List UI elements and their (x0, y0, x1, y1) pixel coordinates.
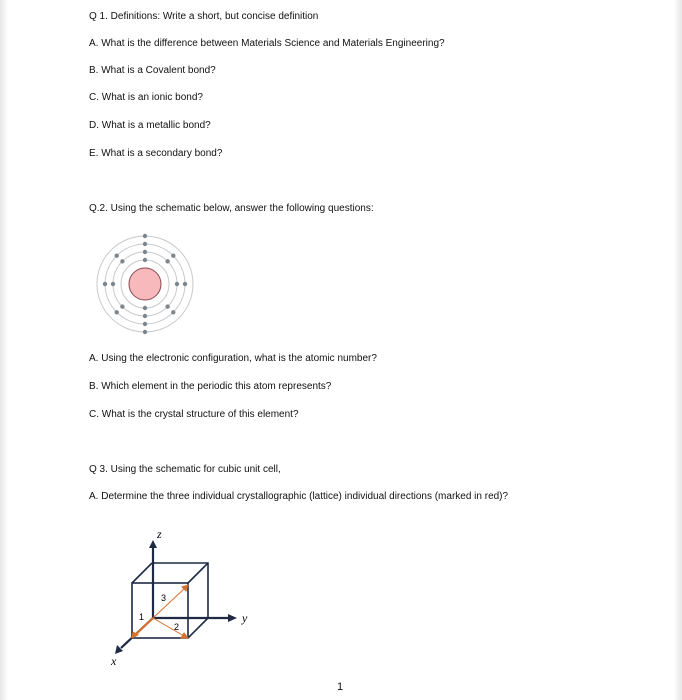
electron (165, 259, 169, 263)
electron (143, 258, 147, 262)
electron (165, 304, 169, 308)
q1-item-b: B. What is a Covalent bond? (89, 65, 216, 76)
q1-item-c: C. What is an ionic bond? (89, 92, 203, 103)
direction-label-2: 2 (174, 622, 180, 632)
electron (120, 259, 124, 263)
electron (143, 242, 147, 246)
electron (143, 234, 147, 238)
electron (183, 282, 187, 286)
electron (115, 254, 119, 258)
atom-schematic (97, 234, 193, 334)
direction-label-1: 1 (139, 612, 145, 622)
electron (143, 330, 147, 334)
electron (143, 306, 147, 310)
q2-item-c: C. What is the crystal structure of this element? (89, 409, 299, 420)
q2-heading: Q.2. Using the schematic below, answer the following questions: (89, 203, 374, 214)
electron (111, 282, 115, 286)
electron (143, 314, 147, 318)
cube-schematic (115, 540, 237, 654)
electron (115, 310, 119, 314)
q1-item-e: E. What is a secondary bond? (89, 148, 223, 159)
y-axis-label: y (242, 611, 248, 625)
page-number: 1 (337, 681, 344, 693)
q3-heading: Q 3. Using the schematic for cubic unit cell, (89, 464, 281, 475)
q3-item-a: A. Determine the three individual crystallographic (lattice) individual directions (marked in red)? (89, 491, 509, 502)
q2-item-a: A. Using the electronic configuration, what is the atomic number? (89, 353, 377, 364)
electron (171, 254, 175, 258)
q1-heading: Q 1. Definitions: Write a short, but concise definition (89, 11, 319, 22)
electron (175, 282, 179, 286)
electron (103, 282, 107, 286)
q1-item-a: A. What is the difference between Materials Science and Materials Engineering? (89, 38, 445, 49)
q2-item-b: B. Which element in the periodic this atom represents? (89, 381, 332, 392)
electron (143, 322, 147, 326)
electron (120, 304, 124, 308)
direction-label-3: 3 (161, 593, 167, 603)
x-axis-label: x (111, 654, 117, 668)
q1-item-d: D. What is a metallic bond? (89, 120, 211, 131)
electron (143, 250, 147, 254)
z-axis-label: z (157, 527, 162, 541)
electron (171, 310, 175, 314)
nucleus (129, 268, 161, 300)
